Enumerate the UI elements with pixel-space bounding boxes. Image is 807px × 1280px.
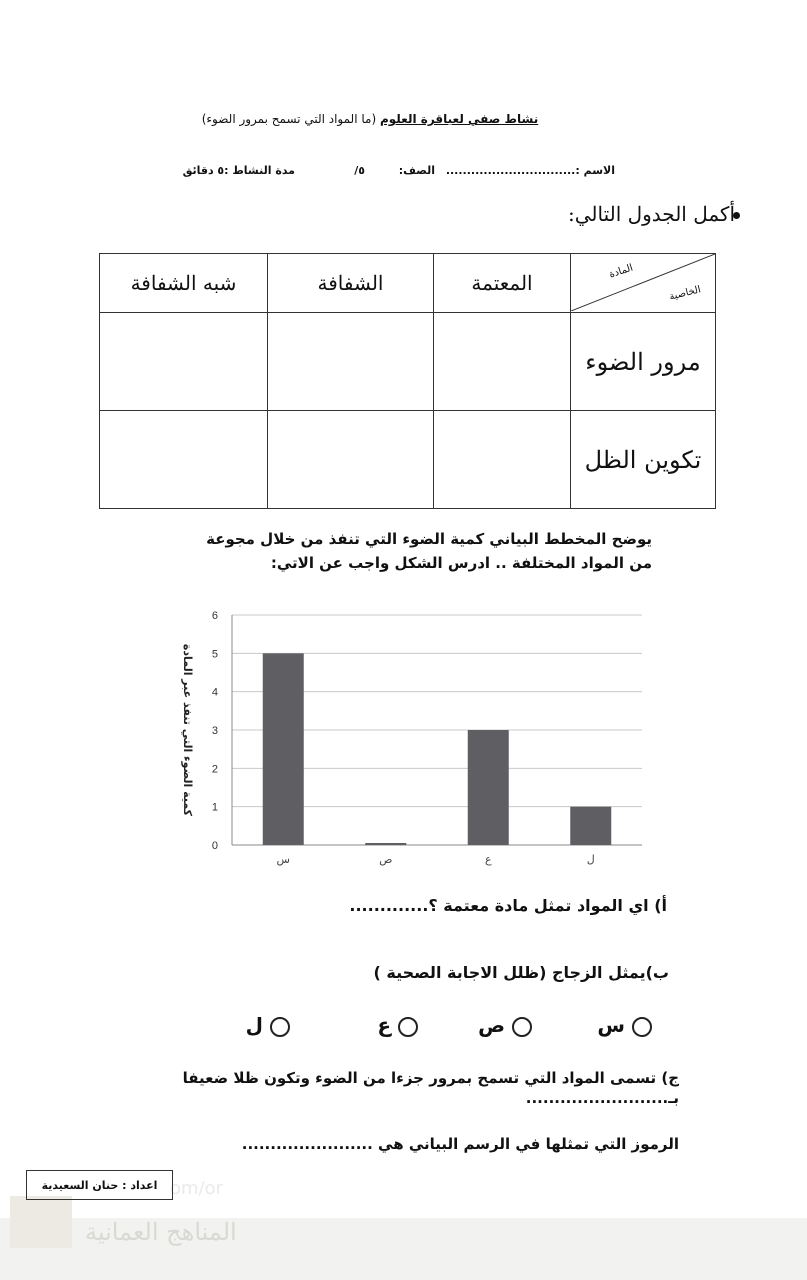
- question-b: ب)يمثل الزجاج (ظلل الاجابة الصحية ): [373, 963, 669, 982]
- x-tick-label: ع: [484, 853, 492, 866]
- option-3[interactable]: [377, 1013, 418, 1037]
- y-tick-label: 6: [211, 610, 218, 622]
- option-label: ل: [245, 1013, 264, 1037]
- answer-cell[interactable]: [434, 411, 571, 509]
- option-2[interactable]: [478, 1013, 532, 1037]
- footer-logo-block: [10, 1196, 72, 1248]
- corner-label-material: المادة: [607, 262, 635, 281]
- properties-table: [99, 253, 716, 509]
- y-tick-label: 4: [211, 686, 218, 699]
- y-tick-label: 1: [211, 801, 218, 814]
- option-label: ص: [478, 1013, 506, 1037]
- y-tick-label: 3: [211, 725, 218, 737]
- y-axis-label: كمية الضوء التي تنفذ عبر المادة: [181, 643, 194, 817]
- x-tick-label: ص: [379, 853, 393, 866]
- author-box: اعداد : حنان السعيدية: [26, 1170, 173, 1200]
- diagonal-divider: [571, 254, 715, 311]
- grade-value: ٥/: [354, 164, 365, 177]
- answer-options: [230, 1013, 660, 1043]
- radio-circle-icon[interactable]: [270, 1017, 290, 1037]
- duration-label: مدة النشاط :٥ دقائق: [182, 164, 295, 177]
- table-row: [100, 411, 716, 509]
- table-corner-cell: [571, 254, 716, 313]
- bar: [365, 843, 406, 845]
- radio-circle-icon[interactable]: [398, 1017, 418, 1037]
- row-label-light-passage: مرور الضوء: [571, 313, 716, 411]
- bar: [570, 807, 611, 845]
- answer-cell[interactable]: [434, 313, 571, 411]
- x-tick-label: س: [276, 853, 290, 866]
- column-header-opaque: المعتمة: [434, 254, 571, 313]
- title-bold: نشاط صفي لعباقرة العلوم: [379, 112, 539, 126]
- corner-label-property: الخاصية: [667, 284, 702, 303]
- radio-circle-icon[interactable]: [512, 1017, 532, 1037]
- bar: [263, 653, 304, 845]
- radio-circle-icon[interactable]: [632, 1017, 652, 1037]
- option-4[interactable]: [246, 1013, 290, 1037]
- question-c: ج) تسمى المواد التي تسمح بمرور جزءا من الضوء وتكون ظلا ضعيفا بـ.........................: [182, 1069, 679, 1107]
- table-header-row: [100, 254, 716, 313]
- column-header-transparent: الشفافة: [268, 254, 434, 313]
- question-d: الرموز التي تمثلها في الرسم البياني هي .......................: [241, 1135, 679, 1153]
- chart-description: [206, 527, 652, 575]
- x-tick-label: ل: [586, 853, 595, 866]
- name-field-label: الاسم :...............................: [445, 164, 615, 177]
- watermark-text: المناهج العمانية: [85, 1218, 237, 1246]
- answer-cell[interactable]: [268, 313, 434, 411]
- question-a: أ) اي المواد تمثل مادة معتمة ؟.............: [349, 896, 667, 915]
- bar-chart: [160, 600, 660, 890]
- answer-cell[interactable]: [100, 411, 268, 509]
- option-label: ع: [377, 1013, 392, 1037]
- y-tick-label: 2: [211, 763, 218, 776]
- option-label: س: [597, 1013, 626, 1037]
- instruction-text: أكمل الجدول التالي:: [567, 202, 735, 226]
- column-header-translucent: شبه الشفافة: [100, 254, 268, 313]
- answer-cell[interactable]: [100, 313, 268, 411]
- watermark-url: om/or: [170, 1178, 224, 1199]
- chart-description-line1: يوضح المخطط البياني كمية الضوء التي تنفذ من خلال مجوعة: [206, 530, 652, 548]
- page-title: [180, 112, 560, 126]
- option-1[interactable]: [597, 1013, 652, 1037]
- bar-chart-svg: [160, 600, 660, 890]
- y-tick-label: 0: [211, 840, 218, 852]
- table-row: [100, 313, 716, 411]
- chart-description-line2: من المواد المختلفة .. ادرس الشكل واجب عن الاتي:: [270, 554, 652, 572]
- row-label-shadow-formation: تكوين الظل: [571, 411, 716, 509]
- bar: [468, 730, 509, 845]
- title-rest: (ما المواد التي تسمح بمرور الضوء): [201, 112, 380, 126]
- answer-cell[interactable]: [268, 411, 434, 509]
- grade-label: الصف:: [398, 164, 435, 177]
- y-tick-label: 5: [211, 648, 218, 661]
